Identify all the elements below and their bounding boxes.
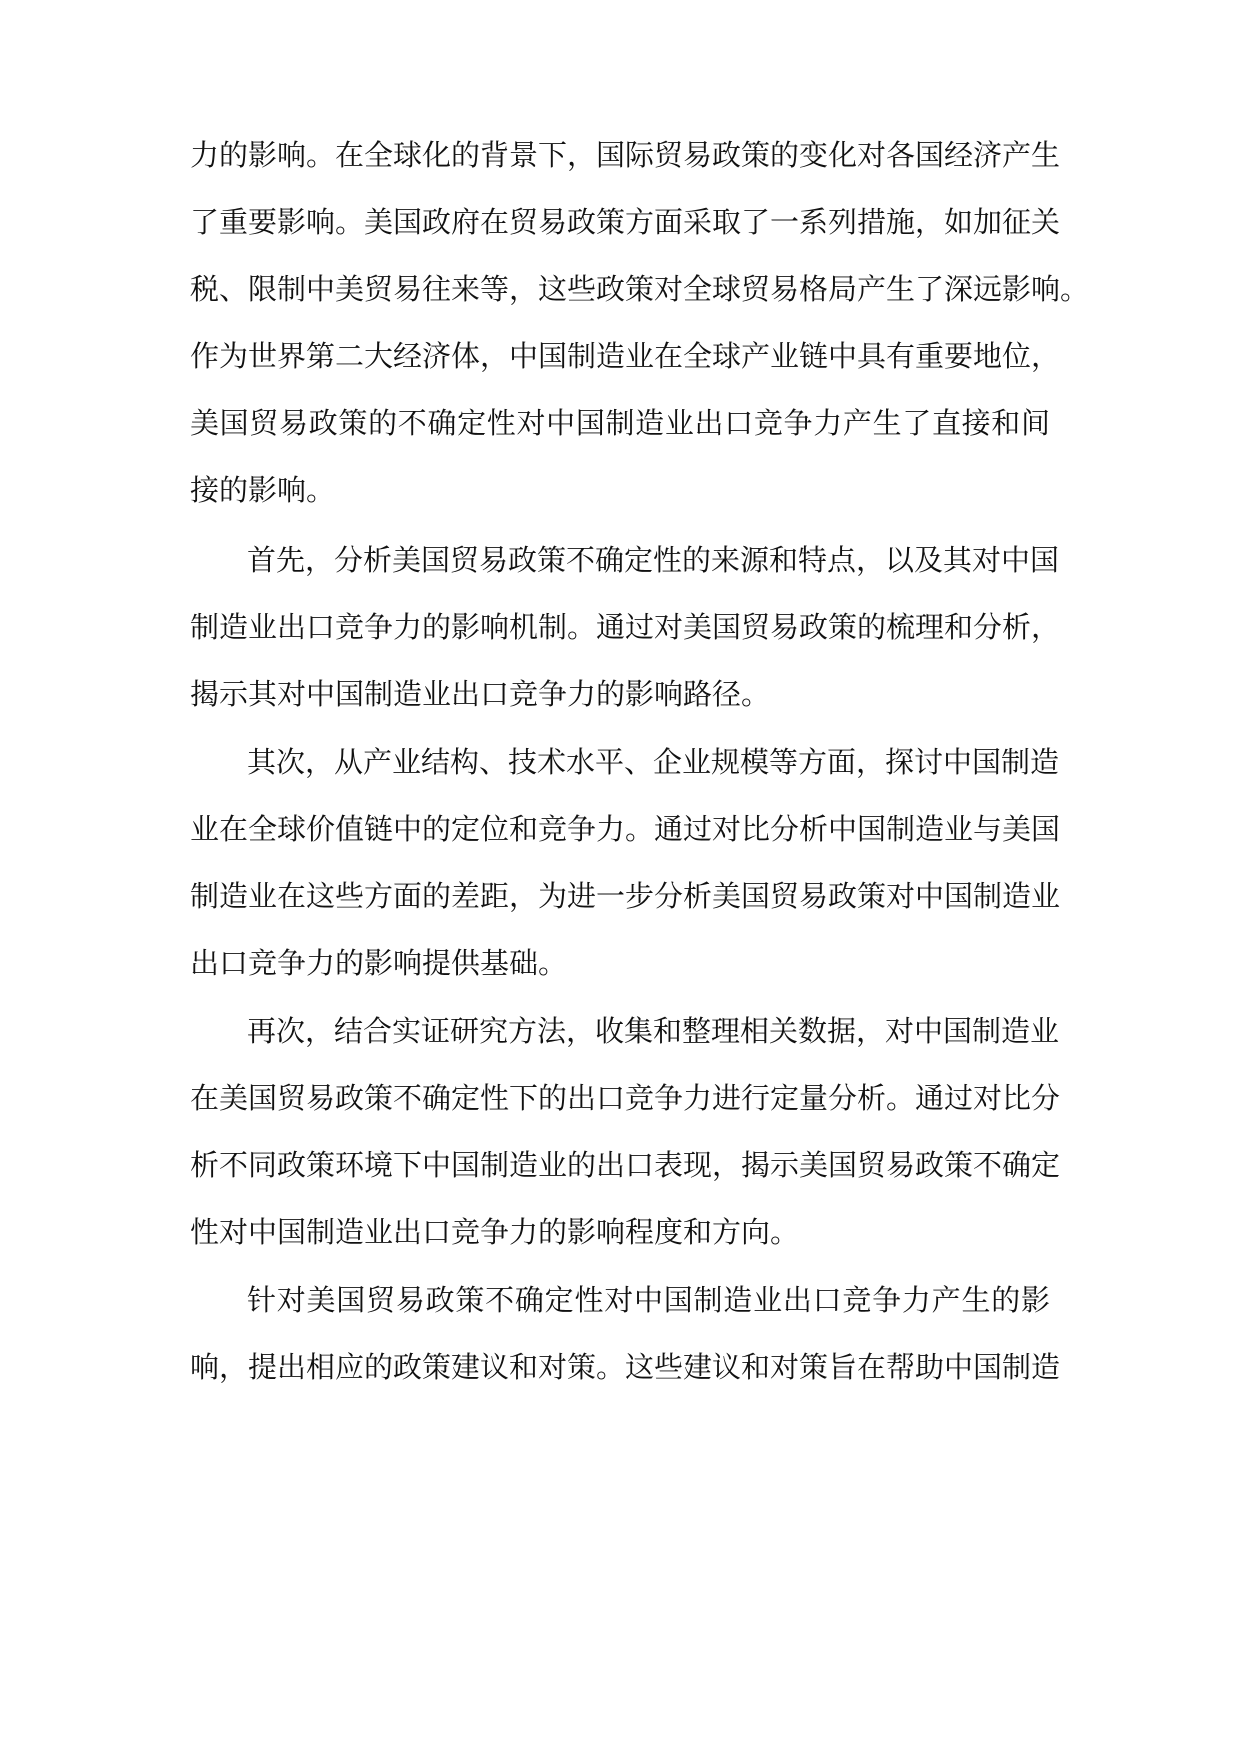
text-line: 制造业出口竞争力的影响机制。通过对美国贸易政策的梳理和分析， — [190, 610, 1061, 644]
text-line: 针对美国贸易政策不确定性对中国制造业出口竞争力产生的影 — [247, 1283, 1050, 1317]
text-line: 性对中国制造业出口竞争力的影响程度和方向。 — [190, 1215, 800, 1249]
text-line: 业在全球价值链中的定位和竞争力。通过对比分析中国制造业与美国 — [190, 812, 1061, 846]
text-line: 在美国贸易政策不确定性下的出口竞争力进行定量分析。通过对比分 — [190, 1081, 1061, 1115]
text-line: 制造业在这些方面的差距，为进一步分析美国贸易政策对中国制造业 — [190, 879, 1061, 913]
text-line: 首先，分析美国贸易政策不确定性的来源和特点，以及其对中国 — [247, 543, 1060, 577]
text-line: 揭示其对中国制造业出口竞争力的影响路径。 — [190, 677, 771, 711]
text-line: 作为世界第二大经济体，中国制造业在全球产业链中具有重要地位， — [190, 339, 1061, 373]
text-line: 力的影响。在全球化的背景下，国际贸易政策的变化对各国经济产生 — [190, 138, 1061, 172]
text-line: 美国贸易政策的不确定性对中国制造业出口竞争力产生了直接和间 — [190, 406, 1050, 440]
text-line: 其次，从产业结构、技术水平、企业规模等方面，探讨中国制造 — [247, 745, 1060, 779]
text-line: 出口竞争力的影响提供基础。 — [190, 946, 568, 980]
text-line: 析不同政策环境下中国制造业的出口表现，揭示美国贸易政策不确定 — [190, 1148, 1061, 1182]
text-line: 接的影响。 — [190, 473, 336, 507]
text-line: 再次，结合实证研究方法，收集和整理相关数据，对中国制造业 — [247, 1014, 1060, 1048]
text-line: 响，提出相应的政策建议和对策。这些建议和对策旨在帮助中国制造 — [190, 1350, 1061, 1384]
text-line: 税、限制中美贸易往来等，这些政策对全球贸易格局产生了深远影响。 — [190, 272, 1090, 306]
text-line: 了重要影响。美国政府在贸易政策方面采取了一系列措施，如加征关 — [190, 205, 1061, 239]
